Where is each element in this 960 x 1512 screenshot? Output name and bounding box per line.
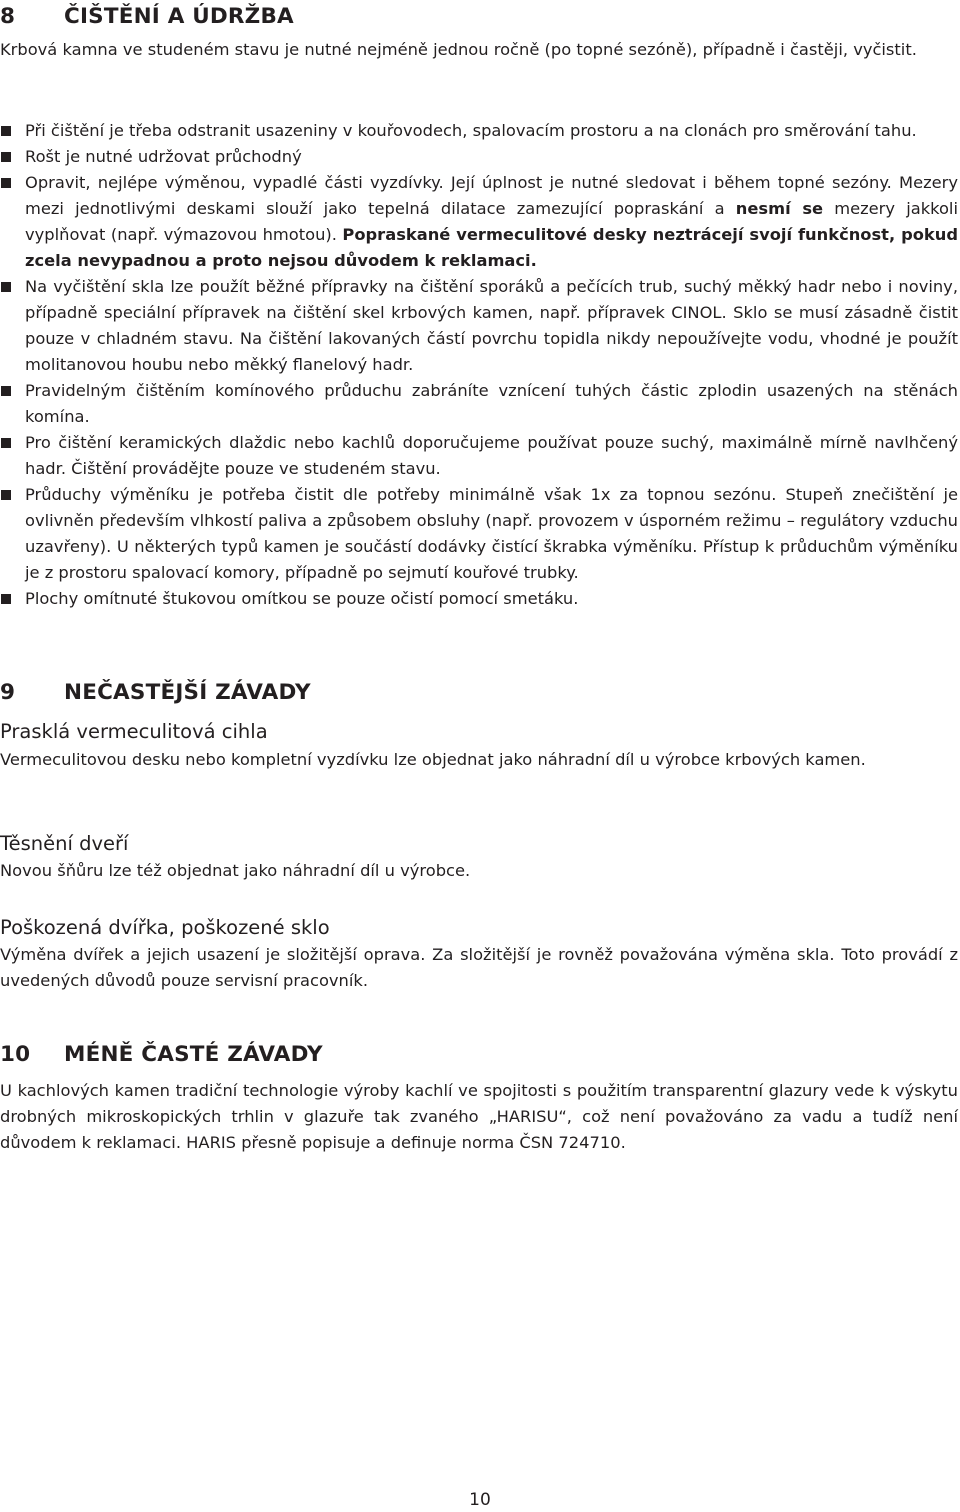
section-9-number: 9 bbox=[0, 680, 16, 705]
section-10-heading bbox=[0, 1041, 323, 1069]
section-10-title: MÉNĚ ČASTÉ ZÁVADY bbox=[64, 1042, 323, 1067]
bullet-square-icon bbox=[1, 178, 11, 188]
bullet-item bbox=[0, 586, 958, 612]
bullet-text: Opravit, nejlépe výměnou, vypadlé části vyzdívky. Její úplnost je nutné sledovat i během topné sezóny. Mezery mezi jednotlivými deskami slouží jako tepelná dilatace zamezující popraskání a bbox=[25, 173, 958, 218]
section-8-bullet-list bbox=[0, 118, 958, 612]
bullet-emphasis: Popraskané vermeculitové desky neztrácejí svojí funkčnost, pokud zcela nevypadnou a proto nejsou důvodem k reklamaci. bbox=[25, 225, 958, 270]
bullet-square-icon bbox=[1, 594, 11, 604]
bullet-item bbox=[0, 170, 958, 274]
bullet-text: Pravidelným čištěním komínového průduchu zabráníte vznícení tuhých částic zplodin usazených na stěnách komína. bbox=[25, 381, 958, 426]
bullet-item bbox=[0, 118, 958, 144]
bullet-item bbox=[0, 144, 958, 170]
bullet-square-icon bbox=[1, 490, 11, 500]
section-8-intro: Krbová kamna ve studeném stavu je nutné nejméně jednou ročně (po topné sezóně), případně i častěji, vyčistit. bbox=[0, 40, 917, 59]
bullet-text: Pro čištění keramických dlaždic nebo kachlů doporučujeme používat pouze suchý, maximálně mírně navlhčený hadr. Čištění provádějte pouze ve studeném stavu. bbox=[25, 433, 958, 478]
section-10-number: 10 bbox=[0, 1042, 31, 1067]
bullet-item bbox=[0, 482, 958, 586]
damaged-door-text: Výměna dvířek a jejich usazení je složitější oprava. Za složitější je rovněž považována výměna skla. Toto provádí z uvedených důvodů pouze servisní pracovník. bbox=[0, 945, 958, 990]
bullet-text: Průduchy výměníku je potřeba čistit dle potřeby minimálně však 1x za topnou sezónu. Stupeň znečištění je ovlivněn především vlhkostí paliva a způsobem obsluhy (např. provozem v úsporném režimu – regulátory vzduchu uzavřeny). U některých typů kamen je součástí dodávky čistící škrabka výměníku. Přístup k průduchům výměníku je z prostoru spalovací komory, případně po sejmutí kouřové trubky. bbox=[25, 485, 958, 582]
section-10-text: U kachlových kamen tradiční technologie výroby kachlí ve spojitosti s použitím transparentní glazury vede k výskytu drobných mikroskopických trhlin v glazuře tak zvaného „HARISU“, což není považováno za vadu a tudíž není důvodem k reklamaci. HARIS přesně popisuje a definuje norma ČSN 724710. bbox=[0, 1081, 958, 1152]
door-seal-text: Novou šňůru lze též objednat jako náhradní díl u výrobce. bbox=[0, 861, 471, 880]
bullet-item bbox=[0, 274, 958, 378]
section-8-title: ČIŠTĚNÍ A ÚDRŽBA bbox=[64, 4, 294, 29]
section-9-title: NEČASTĚJŠÍ ZÁVADY bbox=[64, 680, 311, 705]
section-9-heading bbox=[0, 679, 311, 707]
cracked-brick-text: Vermeculitovou desku nebo kompletní vyzdívku lze objednat jako náhradní díl u výrobce krbových kamen. bbox=[0, 750, 866, 769]
bullet-item bbox=[0, 378, 958, 430]
bullet-text: Plochy omítnuté štukovou omítkou se pouze očistí pomocí smetáku. bbox=[25, 589, 579, 608]
subheading-damaged-door: Poškozená dvířka, poškozené sklo bbox=[0, 916, 330, 939]
subheading-door-seal: Těsnění dveří bbox=[0, 832, 129, 855]
subheading-cracked-brick: Prasklá vermeculitová cihla bbox=[0, 720, 268, 743]
bullet-text: Při čištění je třeba odstranit usazeniny v kouřovodech, spalovacím prostoru a na clonách pro směrování tahu. bbox=[25, 121, 917, 140]
bullet-square-icon bbox=[1, 152, 11, 162]
page-number: 10 bbox=[469, 1490, 491, 1510]
bullet-square-icon bbox=[1, 438, 11, 448]
bullet-square-icon bbox=[1, 386, 11, 396]
bullet-text: Na vyčištění skla lze použít běžné přípravky na čištění sporáků a pečících trub, suchý měkký hadr nebo i noviny, případně speciální přípravek na čištění skel krbových kamen, např. přípravek CINOL. Sklo se musí zásadně čistit pouze v chladném stavu. Na čištění lakovaných částí povrchu topidla nikdy nepoužívejte vodu, vhodné je použít molitanovou houbu nebo měkký flanelový hadr. bbox=[25, 277, 958, 374]
bullet-square-icon bbox=[1, 282, 11, 292]
bullet-square-icon bbox=[1, 126, 11, 136]
section-8-heading bbox=[0, 3, 294, 31]
bullet-text: mezery jakkoli vyplňovat (např. výmazovou hmotou). bbox=[25, 199, 958, 244]
bullet-text: Rošt je nutné udržovat průchodný bbox=[25, 147, 302, 166]
bullet-emphasis: nesmí se bbox=[735, 199, 824, 218]
bullet-item bbox=[0, 430, 958, 482]
section-8-number: 8 bbox=[0, 4, 16, 29]
